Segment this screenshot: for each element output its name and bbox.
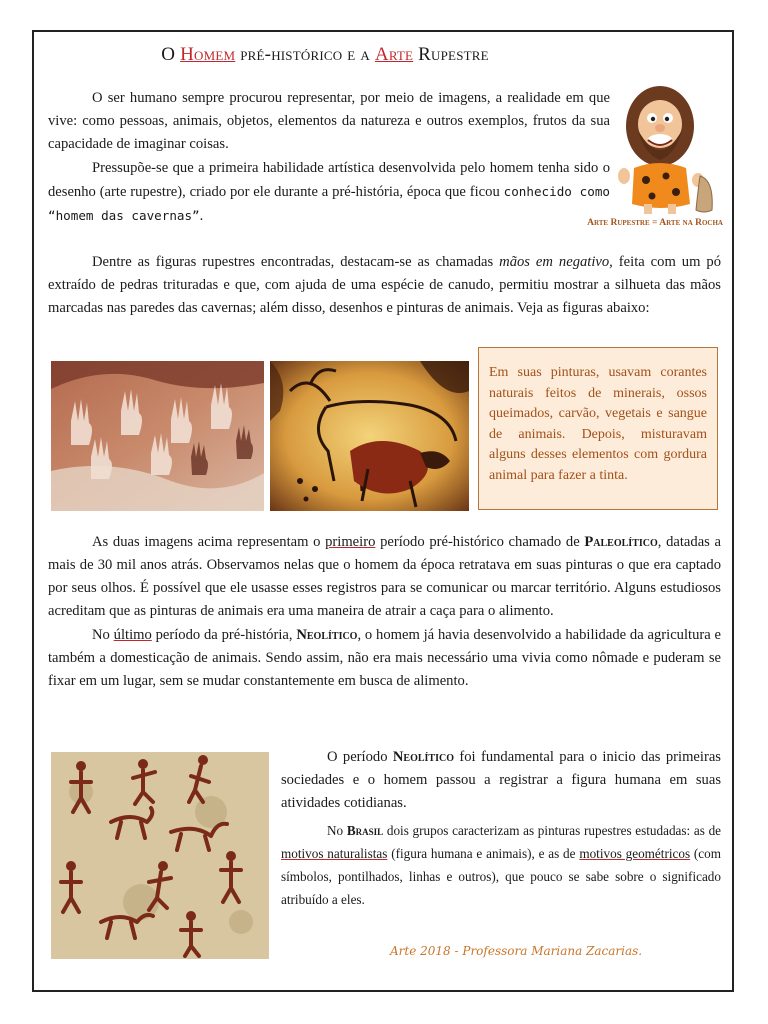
bull-cave-image [270, 361, 469, 511]
right-column-text [281, 746, 721, 911]
paleolitico-paragraph: As duas imagens acima representam o primeiro período pré-histórico chamado de Paleolítico, datadas a mais de 30 mil anos atrás. Observamos nelas que o homem da época retratava em suas pinturas o que era captado por seus olhos. É possível que ele usasse esses registros para se comunicar ou marcar território. Alguns estudiosos acreditam que as pinturas de animais era uma maneira de atrair a caça para o alimento. No último período da pré-história, Neolítico, o homem já havia desenvolvido a habilidade da agricultura e também a domesticação de animais. Sendo assim, não era mais necessário uma vivia como nômade e puderam se fixar em um lugar, sem se mudar constantemente em busca de alimento. [48, 531, 721, 693]
neolitico-paragraph: No último período da pré-história, Neolítico, o homem já havia desenvolvido a habilidade da agricultura e também a domesticação de animais. Sendo assim, não era mais necessário uma vivia como nômade e puderam se fixar em um lugar, sem se mudar constantemente em busca de alimento. [48, 627, 722, 689]
figures-paragraph: Dentre as figuras rupestres encontradas, destacam-se as chamadas mãos em negativo, feita com um pó extraído de pedras trituradas e que, com ajuda de uma espécie de canudo, permitiu mostrar a silhueta das mãos marcadas nas paredes das cavernas; além disso, desenhos e pinturas de animais. Veja as figuras abaixo: [48, 254, 721, 316]
hands-cave-image [51, 361, 264, 511]
brasil-paragraph: No Brasil dois grupos caracterizam as pinturas rupestres estudadas: as de motivos naturalistas (figura humana e animais), e as de motivos geométricos (com símbolos, pontilhados, linhas e outros), que pouco se sabe sobre o significado atribuído a eles. [281, 823, 722, 907]
stick-figures-rock-art-image [51, 752, 269, 959]
page-title: O Homem pré-histórico e a Arte Rupestre [161, 44, 489, 65]
caveman-caption: Arte Rupestre = Arte na Rocha [587, 218, 723, 228]
caveman-illustration [616, 80, 720, 216]
neolitico-fundamental-paragraph: O período Neolítico foi fundamental para o inicio das primeiras sociedades e o homem passou a registrar a figura humana em suas atividades cotidianas. [281, 749, 721, 811]
footer-credit: Arte 2018 - Professora Mariana Zacarias. [390, 944, 643, 958]
intro-text [48, 87, 610, 228]
intro-paragraph-2: Pressupõe-se que a primeira habilidade artística desenvolvida pelo homem tenha sido o desenho (arte rupestre), criado por ele durante a pré-história, época que ficou conhecido como “homem das cavernas”. [48, 160, 610, 224]
intro-paragraph-1: O ser humano sempre procurou representar, por meio de imagens, a realidade em que vive: como pessoas, animais, objetos, elementos da natureza e outros exemplos, frutos da sua capacidade de imaginar coisas. [48, 90, 610, 152]
pigments-info-box: Em suas pinturas, usavam corantes naturais feitos de minerais, ossos queimados, carvão, vegetais e sangue de animais. Depois, misturavam alguns desses elementos com gordura animal para fazer a tinta. [478, 347, 718, 510]
